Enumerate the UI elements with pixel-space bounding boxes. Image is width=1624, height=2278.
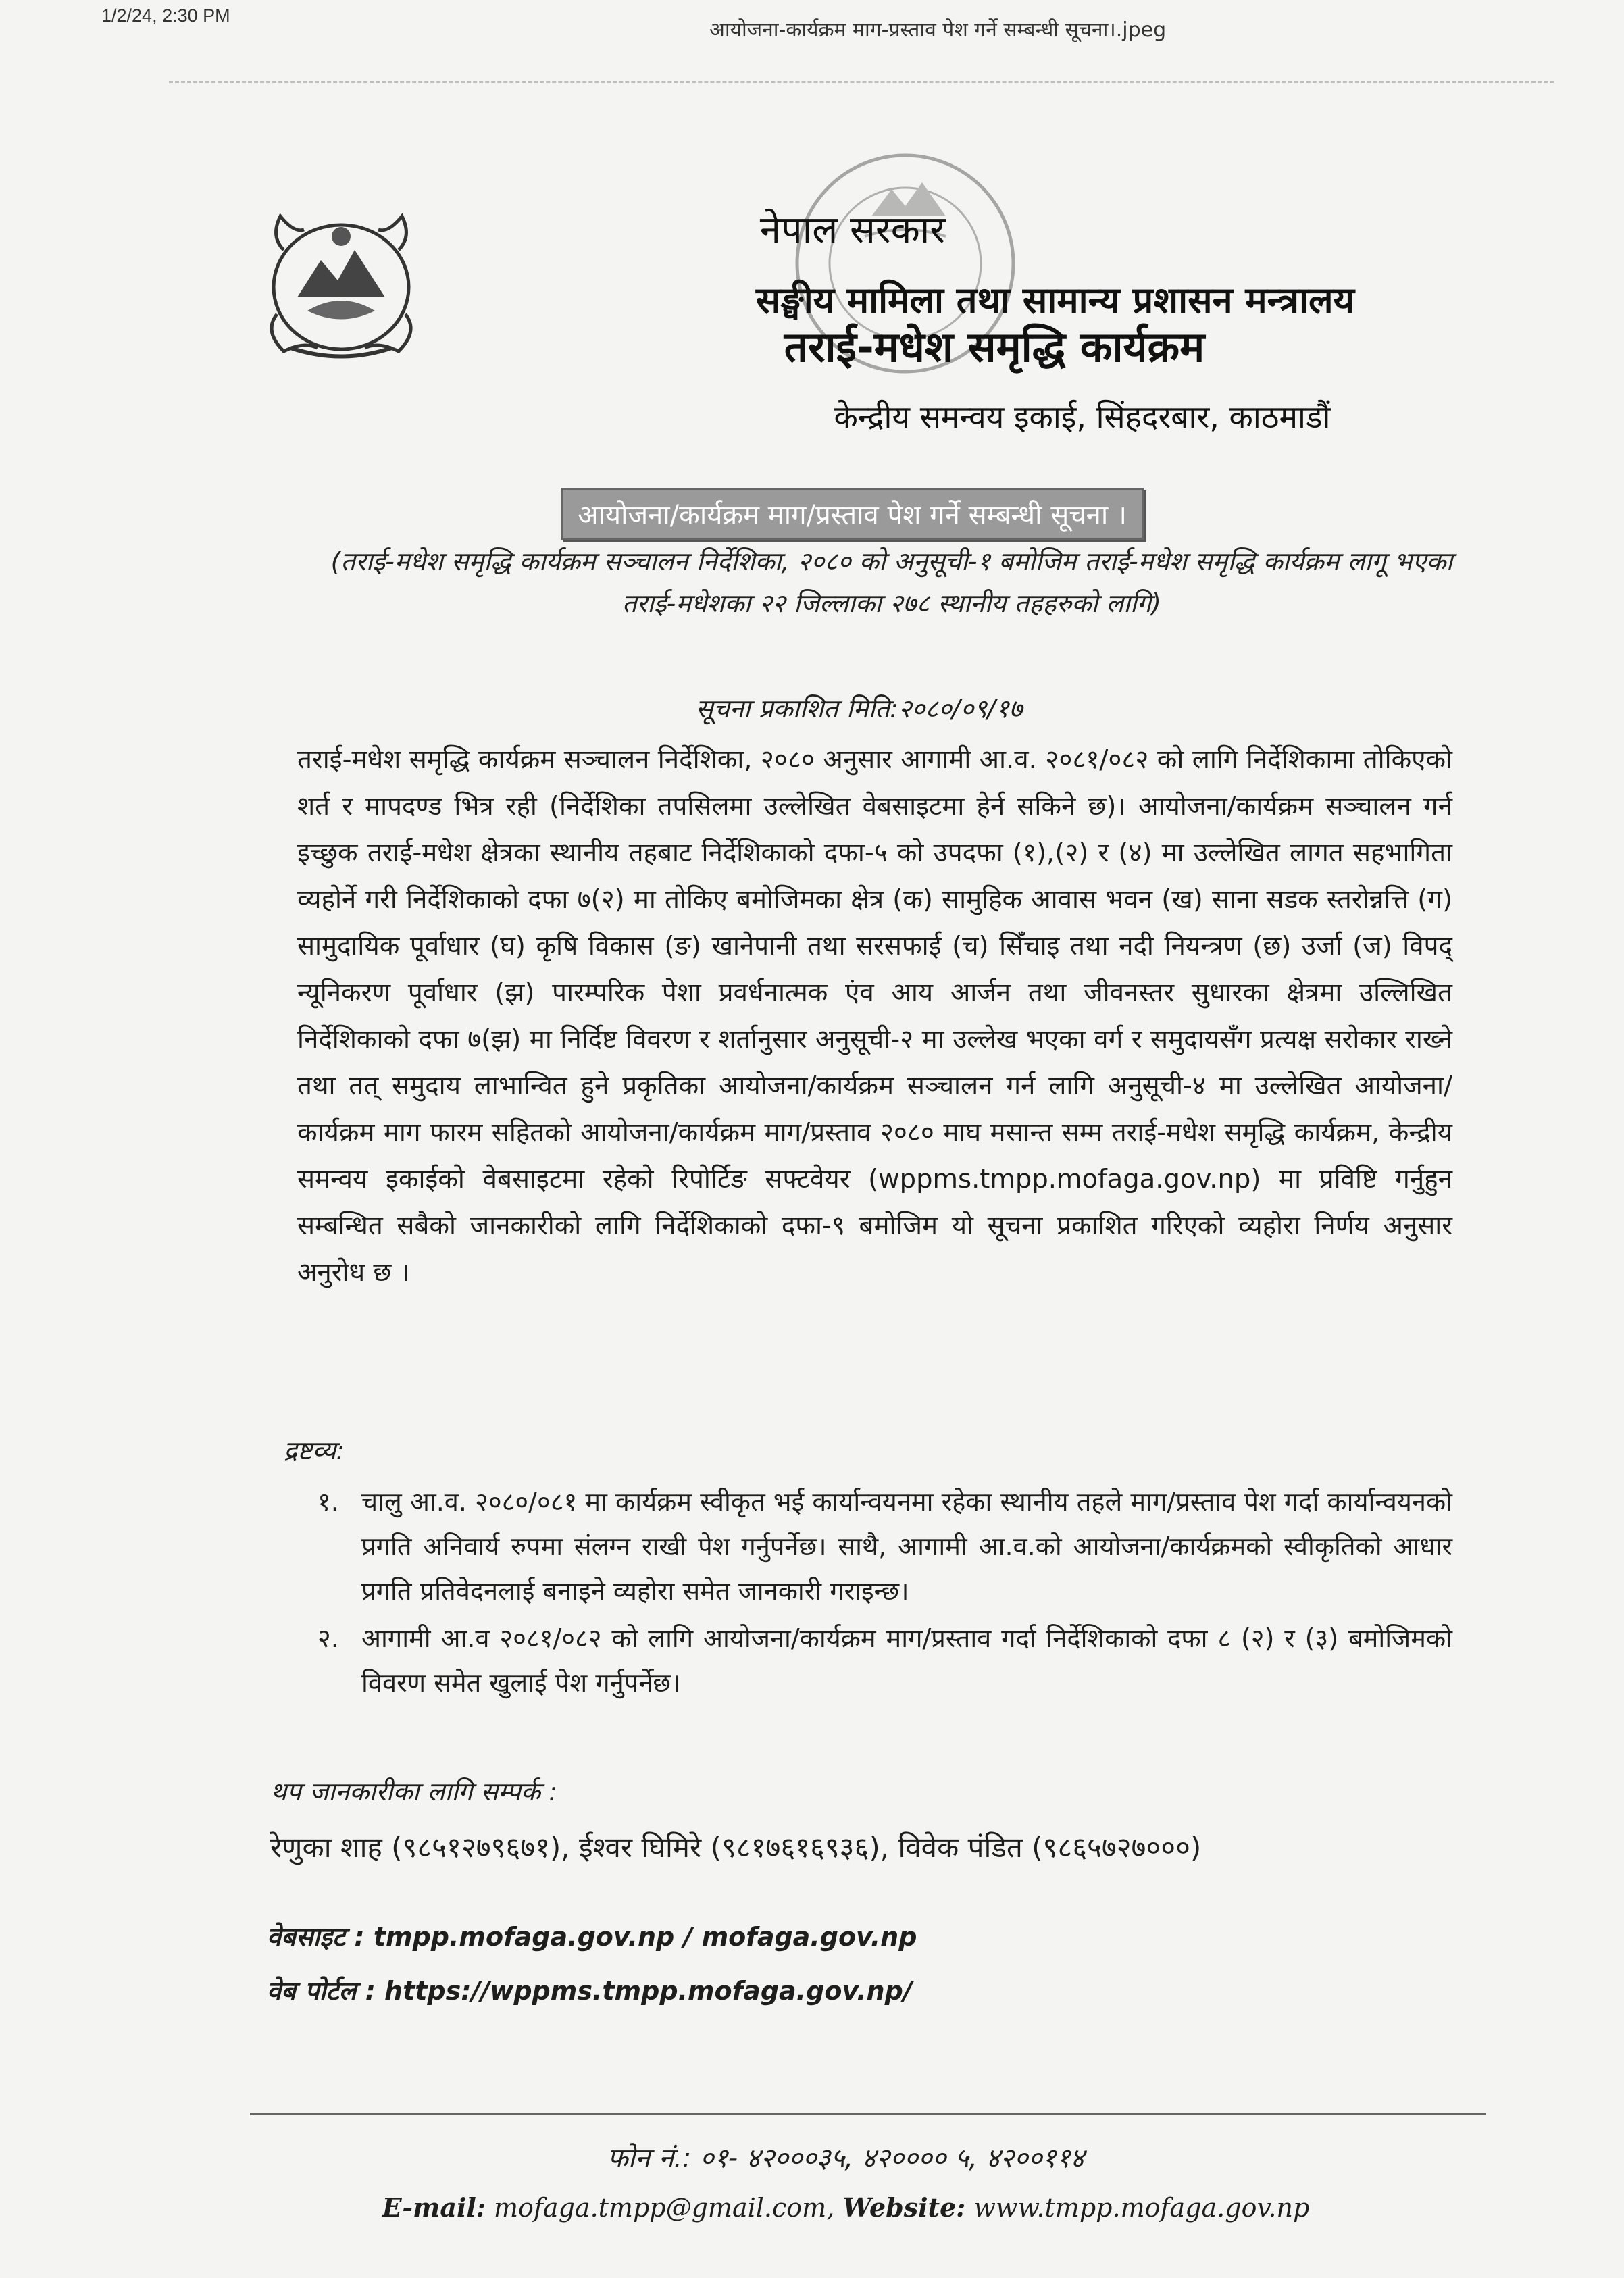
footer-phone: फोन नं.: ०१- ४२०००३५, ४२०००० ५, ४२००११४ [607,2143,1085,2174]
note-text: आगामी आ.व २०८१/०८२ को लागि आयोजना/कार्यक्रम माग/प्रस्ताव गर्दा निर्देशिकाको दफा ८ (२) र (३) बमोजिमको विवरण समेत खुलाई पेश गर्नुपर्नेछ। [361,1623,1452,1698]
website-label: Website: [842,2192,966,2223]
print-filename: आयोजना-कार्यक्रम माग-प्रस्ताव पेश गर्ने सम्बन्धी सूचना।.jpeg [709,18,1167,42]
website-line: वेबसाइट : tmpp.mofaga.gov.np / mofaga.gov.np [267,1922,917,1952]
footer-website: www.tmpp.mofaga.gov.np [973,2193,1310,2223]
print-timestamp: 1/2/24, 2:30 PM [101,5,230,26]
government-name: नेपाल सरकार [759,208,946,252]
notes-label: द्रष्टव्य: [284,1436,345,1465]
unit-address: केन्द्रीय समन्वय इकाई, सिंहदरबार, काठमाडौं [834,399,1331,435]
portal-line: वेब पोर्टल : https://wppms.tmpp.mofaga.gov.np/ [267,1976,913,2006]
program-name: तराई-मधेश समृद्धि कार्यक्रम [784,322,1205,372]
notice-title: आयोजना/कार्यक्रम माग/प्रस्ताव पेश गर्ने सम्बन्धी सूचना । [561,488,1144,540]
published-date: सूचना प्रकाशित मिति:२०८०/०९/१७ [696,694,1023,724]
footer-divider [250,2113,1486,2115]
top-divider [169,81,1554,83]
footer-contact [0,2192,1624,2223]
contact-people: रेणुका शाह (९८५१२७९६७१), ईश्वर घिमिरे (९८१७६१६९३६), विवेक पंडित (९८६५७२७०००) [270,1831,1202,1864]
note-number: २. [318,1623,339,1653]
notice-body: तराई-मधेश समृद्धि कार्यक्रम सञ्चालन निर्देशिका, २०८० अनुसार आगामी आ.व. २०८१/०८२ को लागि निर्देशिकामा तोकिएको शर्त र मापदण्ड भित्र रही (निर्देशिका तपसिलमा उल्लेखित वेबसाइटमा हेर्न सकिने छ)। आयोजना/कार्यक्रम सञ्चालन गर्न इच्छुक तराई-मधेश क्षेत्रका स्थानीय तहबाट निर्देशिकाको दफा-५ को उपदफा (१),(२) र (४) मा उल्लेखित लागत सहभागिता व्यहोर्ने गरी निर्देशिकाको दफा ७(२) मा तोकिए बमोजिमका क्षेत्र (क) सामुहिक आवास भवन (ख) साना सडक स्तरोन्नत्ति (ग) सामुदायिक पूर्वाधार (घ) कृषि विकास (ङ) खानेपानी तथा सरसफाई (च) सिँचाइ तथा नदी नियन्त्रण (छ) उर्जा (ज) विपद् न्यूनिकरण पूर्वाधार (झ) पारम्परिक पेशा प्रवर्धनात्मक एंव आय आर्जन तथा जीवनस्तर सुधारका क्षेत्रमा उल्लिखित निर्देशिकाको दफा ७(झ) मा निर्दिष्ट विवरण र शर्तानुसार अनुसूची-२ मा उल्लेख भएका वर्ग र समुदायसँग प्रत्यक्ष सरोकार राख्ने तथा तत् समुदाय लाभान्वित हुने प्रकृतिका आयोजना/कार्यक्रम सञ्चालन गर्न लागि अनुसूची-४ मा उल्लेखित आयोजना/कार्यक्रम माग फारम सहितको आयोजना/कार्यक्रम माग/प्रस्ताव २०८० माघ मसान्त सम्म तराई-मधेश समृद्धि कार्यक्रम, केन्द्रीय समन्वय इकाईको वेबसाइटमा रहेको रिपोर्टिङ सफ्टवेयर (wppms.tmpp.mofaga.gov.np) मा प्रविष्टि गर्नुहुन सम्बन्धित सबैको जानकारीको लागि निर्देशिकाको दफा-९ बमोजिम यो सूचना प्रकाशित गरिएको व्यहोरा निर्णय अनुसार अनुरोध छ । [297,744,1452,1288]
notes-list [318,1479,1452,1708]
note-item [318,1616,1452,1705]
note-number: १. [318,1487,339,1517]
ministry-name: सङ्घीय मामिला तथा सामान्य प्रशासन मन्त्रालय [756,279,1354,322]
note-text: चालु आ.व. २०८०/०८१ मा कार्यक्रम स्वीकृत भई कार्यान्वयनमा रहेका स्थानीय तहले माग/प्रस्ताव पेश गर्दा कार्यान्वयनको प्रगति अनिवार्य रुपमा संलग्न राखी पेश गर्नुपर्नेछ। साथै, आगामी आ.व.को आयोजना/कार्यक्रमको स्वीकृतिको आधार प्रगति प्रतिवेदनलाई बनाइने व्यहोरा समेत जानकारी गराइन्छ। [361,1487,1452,1606]
contact-label: थप जानकारीका लागि सम्पर्क : [270,1777,557,1806]
note-item [318,1479,1452,1613]
email-label: E-mail: [382,2192,486,2223]
footer-email: mofaga.tmpp@gmail.com, [493,2193,835,2223]
notice-subtitle: (तराई-मधेश समृद्धि कार्यक्रम सञ्चालन निर्देशिका, २०८० को अनुसूची-१ बमोजिम तराई-मधेश समृद्धि कार्यक्रम लागू भएका तराई-मधेशका २२ जिल्लाका २७८ स्थानीय तहहरुको लागि) [330,547,1453,618]
